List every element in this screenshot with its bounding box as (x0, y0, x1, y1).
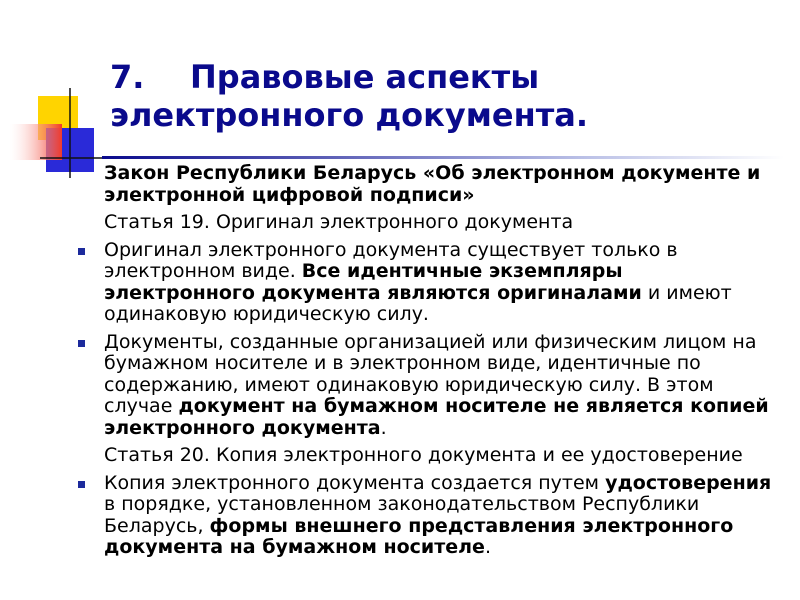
article-20-heading: Статья 20. Копия электронного документа и ее удостоверение (104, 444, 743, 466)
slide-body (104, 163, 779, 565)
law-heading: Закон Республики Беларусь «Об электронном документе и электронной цифровой подписи» (104, 162, 761, 206)
title-line-1: Правовые аспекты (190, 58, 540, 96)
list-item: Копия электронного документа создается путем удостоверения в порядке, установленном законодательством Республики Беларусь, формы внешнего представления электронного документа на бумажном носителе. (104, 473, 779, 559)
list-item: Оригинал электронного документа существует только в электронном виде. Все идентичные экземпляры электронного документа являются оригиналами и имеют одинаковую юридическую силу. (104, 240, 779, 326)
list-item: Документы, созданные организацией или физическим лицом на бумажном носителе и в электронном виде, идентичные по содержанию, имеют одинаковую юридическую силу. В этом случае документ на бумажном носителе не является копией электронного документа. (104, 332, 779, 440)
title-divider (102, 156, 784, 159)
title-number: 7. (110, 58, 145, 96)
title-line-2: электронного документа. (110, 96, 588, 134)
article-19-heading: Статья 19. Оригинал электронного документа (104, 211, 574, 233)
decorative-squares-icon (0, 0, 110, 180)
slide-title (110, 58, 670, 134)
